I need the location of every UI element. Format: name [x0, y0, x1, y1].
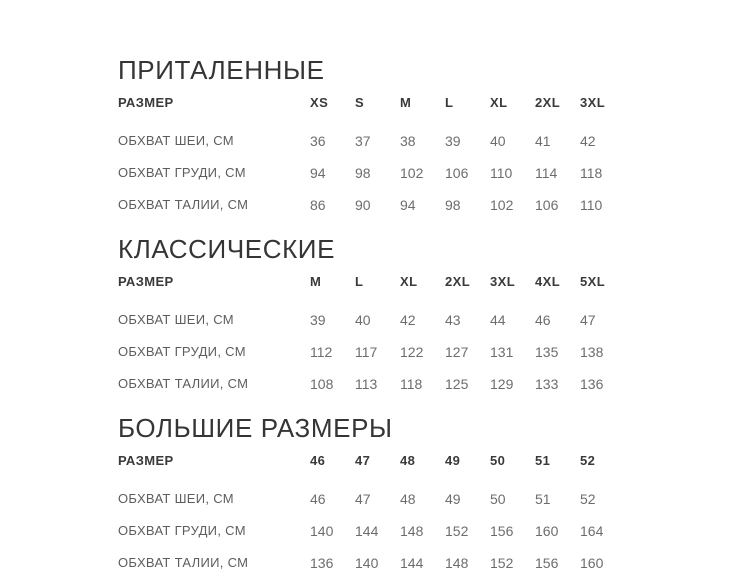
measurement-value: 46 [310, 491, 326, 507]
size-chart-section-big [118, 414, 625, 581]
size-column-header: 51 [535, 453, 551, 468]
size-column-header: 52 [580, 453, 596, 468]
measurement-value: 140 [310, 523, 334, 539]
measurement-label: ОБХВАТ ТАЛИИ, СМ [118, 555, 249, 570]
measurement-value: 86 [310, 197, 326, 213]
measurement-value: 42 [580, 133, 596, 149]
size-column-header: 3XL [580, 95, 606, 110]
size-chart-section-classic [118, 235, 625, 409]
measurement-value: 94 [310, 165, 326, 181]
measurement-value: 50 [490, 491, 506, 507]
measurement-value: 133 [535, 376, 559, 392]
measurement-label: ОБХВАТ ГРУДИ, СМ [118, 523, 246, 538]
table-row [118, 556, 625, 581]
measurement-label: ОБХВАТ ШЕИ, СМ [118, 133, 234, 148]
measurement-label: ОБХВАТ ШЕИ, СМ [118, 491, 234, 506]
size-table [118, 453, 625, 581]
table-header-row [118, 274, 625, 313]
measurement-value: 136 [310, 555, 334, 571]
measurement-value: 106 [445, 165, 469, 181]
size-column-header: 2XL [535, 95, 561, 110]
size-column-header: L [355, 274, 364, 289]
measurement-value: 131 [490, 344, 514, 360]
measurement-value: 136 [580, 376, 604, 392]
size-chart-content [118, 56, 625, 581]
measurement-value: 43 [445, 312, 461, 328]
measurement-value: 40 [490, 133, 506, 149]
measurement-value: 102 [400, 165, 424, 181]
size-column-header: 47 [355, 453, 371, 468]
measurement-value: 47 [580, 312, 596, 328]
measurement-value: 39 [310, 312, 326, 328]
measurement-value: 110 [580, 197, 603, 213]
size-column-header: M [310, 274, 322, 289]
measurement-value: 140 [355, 555, 379, 571]
table-row [118, 492, 625, 524]
measurement-value: 38 [400, 133, 416, 149]
size-column-header: 2XL [445, 274, 471, 289]
measurement-label: ОБХВАТ ГРУДИ, СМ [118, 344, 246, 359]
measurement-value: 36 [310, 133, 326, 149]
measurement-value: 122 [400, 344, 424, 360]
measurement-value: 117 [355, 344, 378, 360]
measurement-value: 90 [355, 197, 371, 213]
measurement-value: 39 [445, 133, 461, 149]
measurement-value: 160 [535, 523, 559, 539]
measurement-value: 102 [490, 197, 514, 213]
size-column-header: M [400, 95, 412, 110]
measurement-value: 148 [445, 555, 469, 571]
size-column-header: XL [400, 274, 418, 289]
size-column-header: 50 [490, 453, 506, 468]
measurement-value: 110 [490, 165, 513, 181]
table-row [118, 198, 625, 230]
measurement-value: 47 [355, 491, 371, 507]
measurement-value: 152 [445, 523, 469, 539]
measurement-value: 98 [355, 165, 371, 181]
measurement-value: 148 [400, 523, 424, 539]
measurement-value: 49 [445, 491, 461, 507]
size-table [118, 274, 625, 409]
measurement-value: 164 [580, 523, 604, 539]
measurement-value: 108 [310, 376, 334, 392]
size-column-header: 5XL [580, 274, 606, 289]
measurement-value: 160 [580, 555, 604, 571]
measurement-label: ОБХВАТ ГРУДИ, СМ [118, 165, 246, 180]
measurement-value: 41 [535, 133, 551, 149]
measurement-value: 51 [535, 491, 551, 507]
section-title: КЛАССИЧЕСКИЕ [118, 234, 336, 264]
measurement-value: 156 [490, 523, 514, 539]
measurement-value: 118 [400, 376, 423, 392]
size-chart-section-fitted [118, 56, 625, 230]
size-column-header: XL [490, 95, 508, 110]
size-table [118, 95, 625, 230]
measurement-label: ОБХВАТ ТАЛИИ, СМ [118, 376, 249, 391]
size-column-header: 48 [400, 453, 416, 468]
measurement-value: 94 [400, 197, 416, 213]
measurement-label: ОБХВАТ ШЕИ, СМ [118, 312, 234, 327]
size-label-header: РАЗМЕР [118, 274, 174, 289]
size-column-header: S [355, 95, 365, 110]
table-header-row [118, 453, 625, 492]
size-column-header: L [445, 95, 454, 110]
size-column-header: 3XL [490, 274, 516, 289]
table-row [118, 524, 625, 556]
table-row [118, 134, 625, 166]
table-row [118, 313, 625, 345]
measurement-value: 127 [445, 344, 469, 360]
measurement-value: 98 [445, 197, 461, 213]
size-label-header: РАЗМЕР [118, 95, 174, 110]
table-header-row [118, 95, 625, 134]
measurement-value: 144 [400, 555, 424, 571]
measurement-value: 37 [355, 133, 371, 149]
measurement-value: 106 [535, 197, 559, 213]
measurement-value: 135 [535, 344, 559, 360]
section-title: ПРИТАЛЕННЫЕ [118, 55, 325, 85]
table-row [118, 345, 625, 377]
measurement-value: 118 [580, 165, 603, 181]
measurement-value: 125 [445, 376, 469, 392]
measurement-value: 52 [580, 491, 596, 507]
measurement-value: 129 [490, 376, 514, 392]
measurement-value: 114 [535, 165, 558, 181]
table-row [118, 166, 625, 198]
measurement-value: 112 [310, 344, 333, 360]
measurement-label: ОБХВАТ ТАЛИИ, СМ [118, 197, 249, 212]
measurement-value: 46 [535, 312, 551, 328]
measurement-value: 152 [490, 555, 514, 571]
measurement-value: 42 [400, 312, 416, 328]
measurement-value: 40 [355, 312, 371, 328]
size-column-header: 4XL [535, 274, 561, 289]
section-title: БОЛЬШИЕ РАЗМЕРЫ [118, 413, 393, 443]
table-row [118, 377, 625, 409]
size-column-header: XS [310, 95, 329, 110]
size-column-header: 49 [445, 453, 461, 468]
measurement-value: 113 [355, 376, 378, 392]
size-label-header: РАЗМЕР [118, 453, 174, 468]
measurement-value: 138 [580, 344, 604, 360]
measurement-value: 48 [400, 491, 416, 507]
measurement-value: 156 [535, 555, 559, 571]
measurement-value: 144 [355, 523, 379, 539]
measurement-value: 44 [490, 312, 506, 328]
size-column-header: 46 [310, 453, 326, 468]
